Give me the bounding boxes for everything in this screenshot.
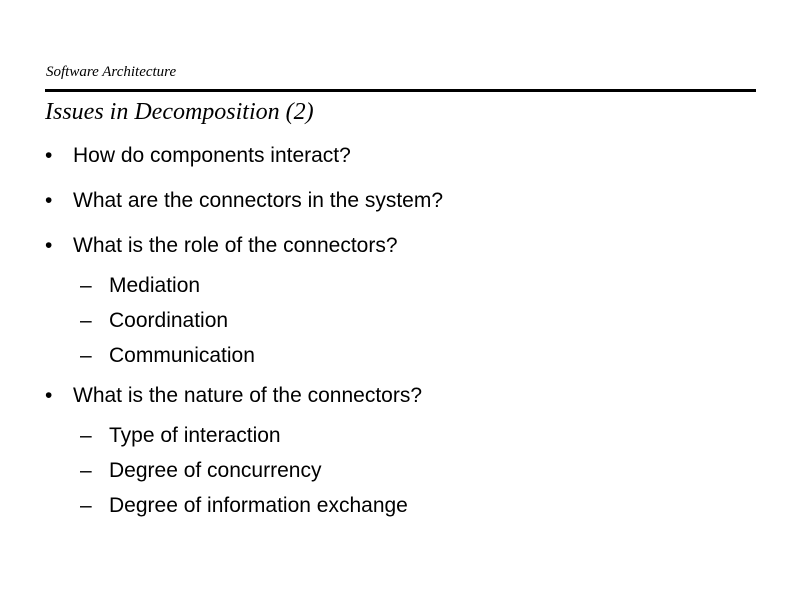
bullet-text: What is the role of the connectors? [73, 234, 398, 257]
sub-bullet-text: Degree of information exchange [109, 494, 408, 517]
header-label: Software Architecture [46, 64, 177, 80]
sub-bullet-text: Coordination [109, 309, 229, 332]
sub-bullet-text: Degree of concurrency [109, 459, 322, 482]
sub-bullet-text: Mediation [109, 274, 201, 297]
slide-title: Issues in Decomposition (2) [45, 99, 314, 125]
sub-bullet-text: Type of interaction [109, 424, 281, 447]
bullet-text: What are the connectors in the system? [73, 189, 444, 212]
sub-bullet-marker: – [80, 459, 92, 482]
title-divider [45, 89, 756, 92]
sub-bullet-marker: – [80, 309, 92, 332]
bullet-text: What is the nature of the connectors? [73, 384, 423, 407]
bullet-marker: • [45, 189, 53, 212]
sub-bullet-marker: – [80, 344, 92, 367]
sub-bullet-text: Communication [109, 344, 255, 367]
bullet-text: How do components interact? [73, 144, 351, 167]
sub-bullet-marker: – [80, 424, 92, 447]
sub-bullet-marker: – [80, 274, 92, 297]
bullet-marker: • [45, 384, 53, 407]
sub-bullet-marker: – [80, 494, 92, 517]
bullet-marker: • [45, 144, 53, 167]
bullet-marker: • [45, 234, 53, 257]
